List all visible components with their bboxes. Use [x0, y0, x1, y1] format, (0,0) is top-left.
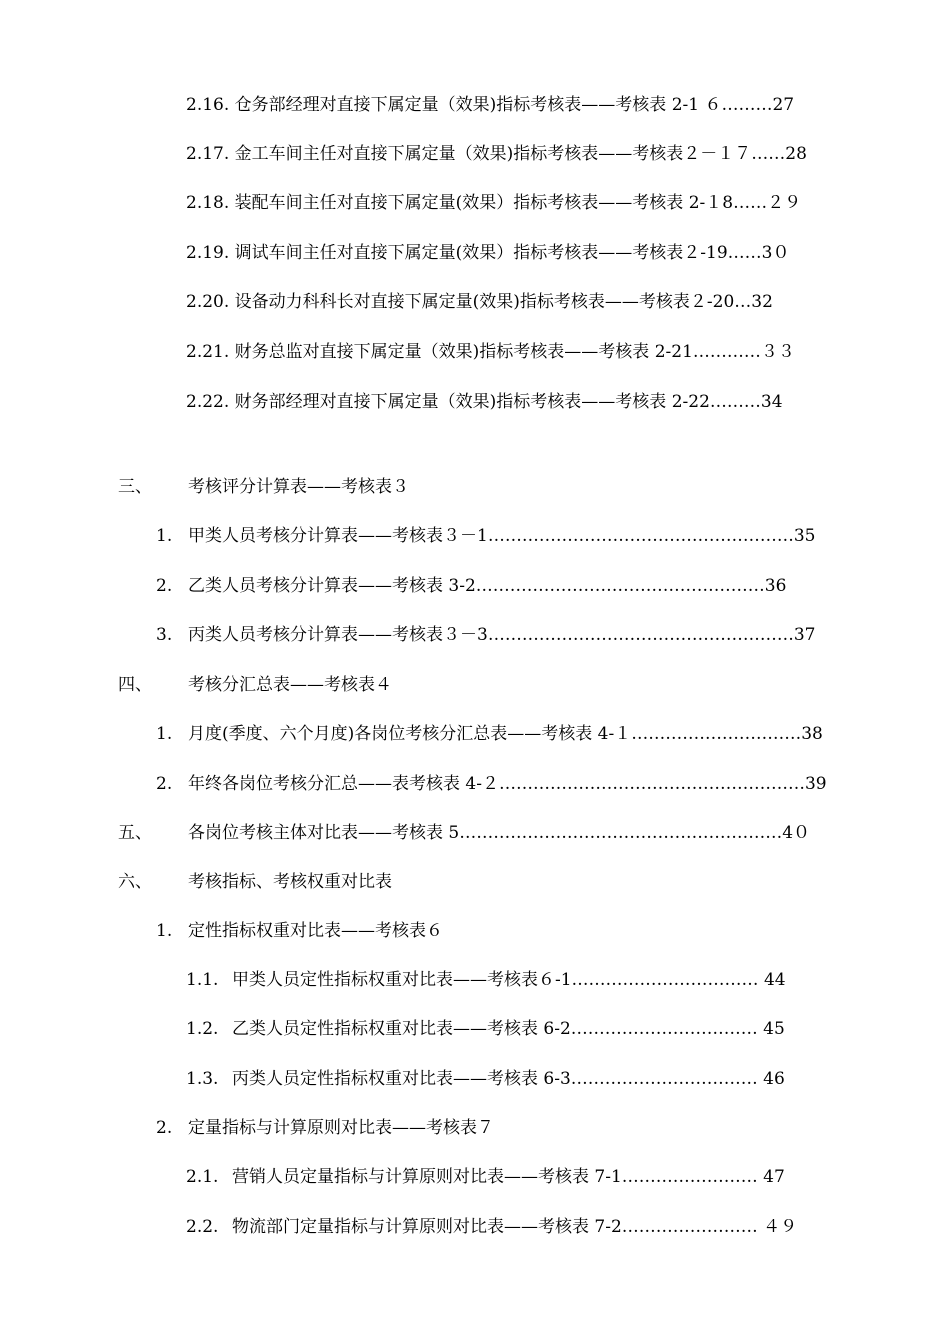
toc-section-title: 考核指标、考核权重对比表 — [188, 872, 392, 892]
toc-entry[interactable] — [186, 1216, 797, 1238]
toc-entry-number: 1.1. — [186, 970, 219, 990]
toc-section-number: 五、 — [118, 823, 152, 843]
toc-entry-title: 甲类人员定性指标权重对比表——考核表６-1…………………………… 44 — [232, 970, 786, 990]
toc-section-number: 六、 — [118, 872, 152, 892]
toc-entry-title: 乙类人员考核分计算表——考核表 3-2……………………………………………36 — [188, 576, 787, 596]
toc-section-number: 四、 — [118, 675, 152, 695]
toc-entry-number: 2.18. — [186, 193, 230, 213]
toc-entry[interactable] — [186, 341, 795, 363]
toc-entry-number: 1. — [156, 724, 173, 744]
toc-entry[interactable] — [156, 773, 827, 795]
toc-entry-title: 物流部门定量指标与计算原则对比表——考核表 7-2…………………… ４９ — [232, 1217, 798, 1237]
toc-entry-number: 2. — [156, 774, 173, 794]
toc-entry-title: 营销人员定量指标与计算原则对比表——考核表 7-1…………………… 47 — [232, 1167, 785, 1187]
toc-entry[interactable] — [186, 1068, 785, 1090]
toc-entry-number: 3. — [156, 625, 173, 645]
toc-entry-title: 调试车间主任对直接下属定量(效果）指标考核表——考核表２-19……3０ — [234, 243, 790, 263]
toc-entry[interactable] — [156, 920, 443, 942]
toc-entry-title: 乙类人员定性指标权重对比表——考核表 6-2…………………………… 45 — [232, 1019, 785, 1039]
toc-entry[interactable] — [156, 1117, 494, 1139]
toc-entry-title: 仓务部经理对直接下属定量（效果)指标考核表——考核表 2-1 ６………27 — [234, 95, 795, 115]
toc-entry[interactable] — [186, 391, 783, 413]
toc-entry-number: 1. — [156, 921, 173, 941]
toc-entry-number: 2.20. — [186, 292, 230, 312]
toc-section-title: 各岗位考核主体对比表——考核表 5…………………………………………………4０ — [188, 823, 811, 843]
toc-entry-number: 2.22. — [186, 392, 230, 412]
toc-entry-title: 财务部经理对直接下属定量（效果)指标考核表——考核表 2-22………34 — [234, 392, 783, 412]
toc-entry-number: 2.21. — [186, 342, 230, 362]
toc-entry-title: 年终各岗位考核分汇总——表考核表 4-２………………………………………………39 — [188, 774, 827, 794]
toc-entry-number: 2.2. — [186, 1217, 219, 1237]
toc-entry-title: 丙类人员考核分计算表——考核表３－3………………………………………………37 — [188, 625, 816, 645]
toc-entry-title: 财务总监对直接下属定量（效果)指标考核表——考核表 2-21…………３３ — [234, 342, 795, 362]
toc-section-title: 考核评分计算表——考核表３ — [188, 477, 409, 497]
toc-entry-title: 装配车间主任对直接下属定量(效果）指标考核表——考核表 2-１8……２９ — [234, 193, 802, 213]
toc-entry-number: 2. — [156, 576, 173, 596]
toc-entry-title: 丙类人员定性指标权重对比表——考核表 6-3…………………………… 46 — [232, 1069, 785, 1089]
toc-entry-number: 1. — [156, 526, 173, 546]
toc-entry-title: 定量指标与计算原则对比表——考核表７ — [188, 1118, 494, 1138]
toc-entry[interactable] — [186, 1018, 785, 1040]
toc-entry[interactable] — [186, 1166, 785, 1188]
toc-entry[interactable] — [156, 525, 815, 547]
toc-entry-number: 2.1. — [186, 1167, 219, 1187]
toc-entry-number: 2.17. — [186, 144, 230, 164]
toc-entry[interactable] — [186, 94, 794, 116]
toc-section-number: 三、 — [118, 477, 152, 497]
toc-entry[interactable] — [186, 291, 773, 313]
toc-entry-number: 1.3. — [186, 1069, 219, 1089]
toc-entry-number: 1.2. — [186, 1019, 219, 1039]
toc-entry-title: 定性指标权重对比表——考核表６ — [188, 921, 443, 941]
toc-entry[interactable] — [156, 575, 786, 597]
toc-section[interactable] — [118, 674, 392, 696]
toc-section[interactable] — [118, 822, 810, 844]
toc-entry-title: 月度(季度、六个月度)各岗位考核分汇总表——考核表 4-１…………………………38 — [188, 724, 823, 744]
toc-entry[interactable] — [186, 242, 790, 264]
toc-entry-number: 2. — [156, 1118, 173, 1138]
toc-entry-title: 甲类人员考核分计算表——考核表３－1………………………………………………35 — [188, 526, 816, 546]
toc-section-title: 考核分汇总表——考核表４ — [188, 675, 392, 695]
toc-entry[interactable] — [186, 192, 801, 214]
toc-entry[interactable] — [186, 143, 807, 165]
toc-section[interactable] — [118, 476, 409, 498]
toc-entry-title: 设备动力科科长对直接下属定量(效果)指标考核表——考核表２-20…32 — [234, 292, 773, 312]
toc-section[interactable] — [118, 871, 392, 893]
toc-entry[interactable] — [186, 969, 786, 991]
toc-entry-title: 金工车间主任对直接下属定量（效果)指标考核表——考核表２－１７……28 — [234, 144, 807, 164]
toc-entry[interactable] — [156, 624, 815, 646]
toc-entry-number: 2.19. — [186, 243, 230, 263]
toc-entry-number: 2.16. — [186, 95, 230, 115]
toc-entry[interactable] — [156, 723, 823, 745]
